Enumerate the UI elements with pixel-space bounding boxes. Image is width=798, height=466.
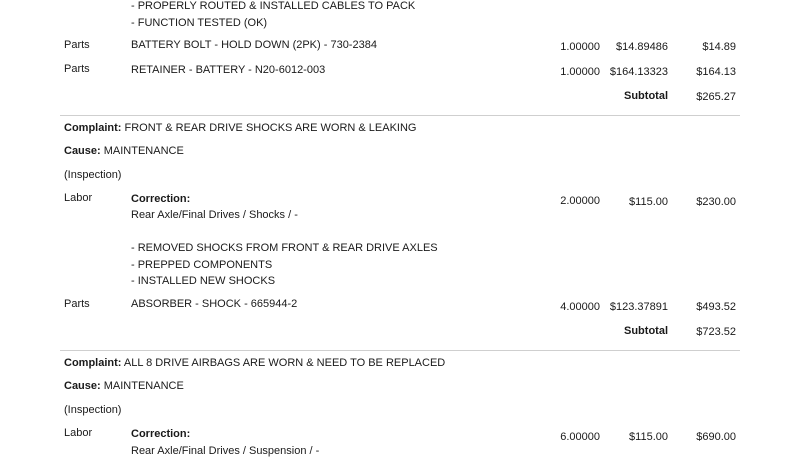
note-line: - FUNCTION TESTED (OK) xyxy=(131,16,268,29)
row-rate: $115.00 xyxy=(629,431,668,443)
row-type: Labor xyxy=(64,427,93,439)
row-qty: 6.00000 xyxy=(560,431,600,443)
row-amount: $164.13 xyxy=(696,66,736,78)
cause-text: MAINTENANCE xyxy=(103,145,184,157)
row-qty: 4.00000 xyxy=(560,301,600,313)
cause-text: MAINTENANCE xyxy=(103,380,184,392)
top-notes xyxy=(131,0,415,31)
note-line: - REMOVED SHOCKS FROM FRONT & REAR DRIVE AXLES xyxy=(131,242,438,254)
row-type: Parts xyxy=(64,298,90,310)
note-line: - PROPERLY ROUTED & INSTALLED CABLES TO PACK xyxy=(131,0,416,12)
subtotal-label: Subtotal xyxy=(624,90,668,102)
complaint-label: Complaint: xyxy=(64,357,122,369)
row-qty: 1.00000 xyxy=(560,66,600,78)
row-rate: $123.37891 xyxy=(609,301,668,313)
row-qty: 2.00000 xyxy=(560,195,600,207)
note-line: - PREPPED COMPONENTS xyxy=(131,258,273,271)
section-divider xyxy=(60,115,740,116)
row-type: Parts xyxy=(64,63,90,75)
correction-label: Correction: xyxy=(131,193,191,205)
row-description: ABSORBER - SHOCK - 665944-2 xyxy=(131,298,298,310)
complaint-row xyxy=(64,121,416,135)
row-rate: $115.00 xyxy=(629,196,668,208)
row-qty: 1.00000 xyxy=(560,41,600,53)
subtotal-label: Subtotal xyxy=(624,325,668,337)
row-description: RETAINER - BATTERY - N20-6012-003 xyxy=(131,64,326,76)
cause-row xyxy=(64,144,184,158)
row-amount: $14.89 xyxy=(702,41,736,53)
row-type: Labor xyxy=(64,192,93,204)
complaint-text: ALL 8 DRIVE AIRBAGS ARE WORN & NEED TO BE REPLACED xyxy=(123,357,446,369)
inspection-label: (Inspection) xyxy=(64,404,122,416)
correction-label: Correction: xyxy=(131,428,191,440)
inspection-label: (Inspection) xyxy=(64,169,122,181)
correction-notes xyxy=(131,240,438,290)
row-amount: $690.00 xyxy=(696,431,736,443)
complaint-label: Complaint: xyxy=(64,122,122,134)
row-rate: $164.13323 xyxy=(609,66,668,78)
row-rate: $14.89486 xyxy=(616,41,668,53)
note-line: - INSTALLED NEW SHOCKS xyxy=(131,275,276,287)
complaint-text: FRONT & REAR DRIVE SHOCKS ARE WORN & LEAKING xyxy=(124,122,417,134)
row-type: Parts xyxy=(64,39,90,51)
row-amount: $230.00 xyxy=(696,196,736,208)
row-description: BATTERY BOLT - HOLD DOWN (2PK) - 730-2384 xyxy=(131,39,377,51)
subtotal-value: $723.52 xyxy=(696,326,736,338)
correction-path: Rear Axle/Final Drives / Suspension / - xyxy=(131,445,320,457)
cause-label: Cause: xyxy=(64,145,101,157)
row-amount: $493.52 xyxy=(696,301,736,313)
cause-row xyxy=(64,379,184,393)
cause-label: Cause: xyxy=(64,380,101,392)
section-divider xyxy=(60,350,740,351)
correction-path: Rear Axle/Final Drives / Shocks / - xyxy=(131,209,298,221)
subtotal-value: $265.27 xyxy=(696,91,736,103)
complaint-row xyxy=(64,356,445,370)
